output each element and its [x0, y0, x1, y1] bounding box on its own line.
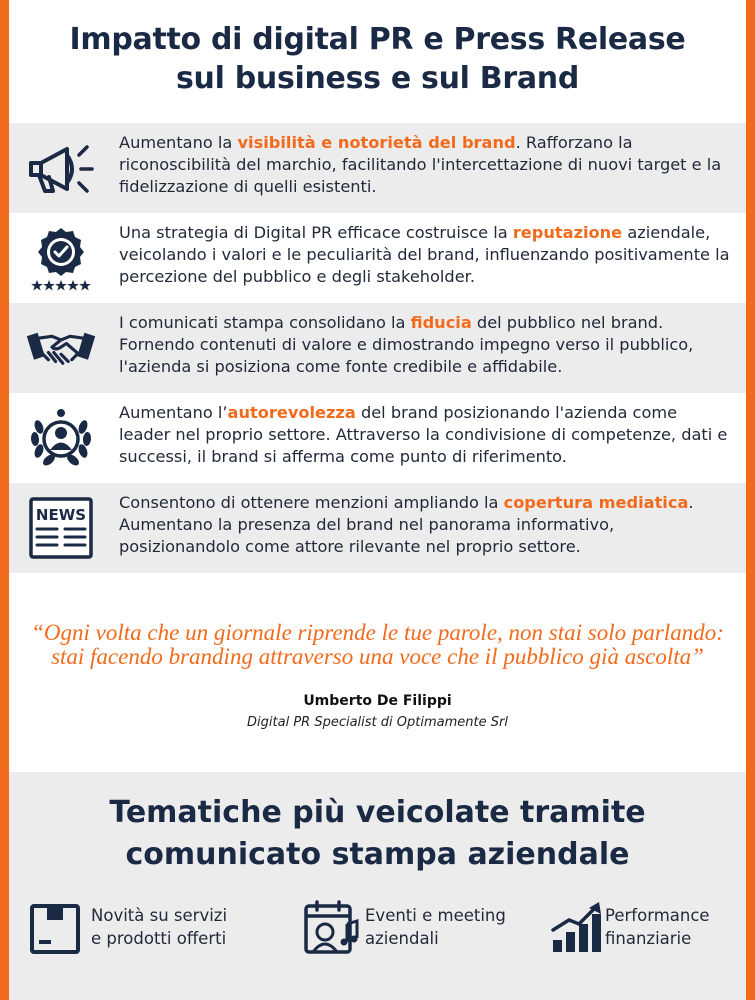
topic-label-line-2: finanziarie: [605, 929, 692, 948]
benefit-highlight: fiducia: [410, 313, 472, 332]
benefits-list: [9, 123, 746, 573]
topic-label: [605, 904, 755, 950]
benefit-text-intro: Aumentano la: [119, 133, 238, 152]
topics-section: [9, 772, 746, 1000]
topics-title: [9, 792, 746, 876]
page-title-line-1: Impatto di digital PR e Press Release: [69, 22, 686, 57]
calendar-person-icon: [303, 900, 359, 956]
benefit-highlight: visibilità e notorietà del brand: [237, 133, 516, 152]
box-icon: [29, 900, 85, 956]
newspaper-icon-label: NEWS: [35, 506, 87, 524]
benefit-text-intro: I comunicati stampa consolidano la: [119, 313, 411, 332]
topic-label-line-2: e prodotti offerti: [91, 929, 227, 948]
page-title-line-2: sul business e sul Brand: [175, 61, 580, 96]
benefit-row-trust: [9, 303, 746, 393]
topic-label-line-1: Eventi e meeting: [365, 906, 506, 925]
benefit-highlight: reputazione: [512, 223, 623, 242]
benefit-text: [119, 222, 732, 288]
benefit-row-visibility: [9, 123, 746, 213]
quote-author: Umberto De Filippi: [303, 693, 452, 709]
benefit-text-rest: aziendale, veicolando i valori e le peculiarità del brand, influenzando positivamente la percezione del pubblico e degli stakeholder.: [119, 223, 730, 286]
benefit-text-rest: del brand posizionando l'azienda come leader nel proprio settore. Attraverso la condivisione di competenze, dati e successi, il brand si afferma come punto di riferimento.: [119, 403, 728, 466]
laurel-person-icon: [25, 405, 97, 471]
benefit-highlight: copertura mediatica: [503, 493, 689, 512]
benefit-text-rest: . Aumentano la presenza del brand nel panorama informativo, posizionandolo come attore rilevante nel proprio settore.: [119, 493, 694, 556]
benefit-highlight: autorevolezza: [227, 403, 356, 422]
newspaper-icon: [25, 495, 97, 561]
benefit-text: [119, 132, 732, 198]
growth-chart-icon: [549, 900, 605, 956]
benefit-text-intro: Aumentano l’: [119, 403, 228, 422]
benefit-row-media-coverage: [9, 483, 746, 573]
page-title: [0, 20, 755, 98]
benefit-text-intro: Consentono di ottenere menzioni ampliando la: [119, 493, 504, 512]
benefit-text: [119, 312, 732, 378]
benefit-text-intro: Una strategia di Digital PR efficace costruisce la: [119, 223, 513, 242]
quote-author-role: Digital PR Specialist di Optimamente Srl: [247, 715, 508, 730]
testimonial-quote: “Ogni volta che un giornale riprende le tue parole, non stai solo parlando: stai facendo branding attraverso una voce che il pubblico già ascolta”: [31, 620, 724, 669]
topic-label-line-1: Performance: [605, 906, 710, 925]
handshake-icon: [25, 315, 97, 381]
benefit-text-rest: . Rafforzano la riconoscibilità del marchio, facilitando l'intercettazione di nuovi target e la fidelizzazione di quelli esistenti.: [119, 133, 722, 196]
badge-stars-icon: [25, 225, 97, 291]
benefit-text: [119, 492, 732, 558]
topics-title-line-2: comunicato stampa aziendale: [125, 837, 630, 872]
benefit-row-authority: [9, 393, 746, 483]
topic-label-line-2: aziendali: [365, 929, 439, 948]
topic-label: [365, 904, 515, 950]
megaphone-icon: [25, 135, 97, 201]
benefit-row-reputation: [9, 213, 746, 303]
topic-label: [91, 904, 241, 950]
benefit-text-rest: del pubblico nel brand. Fornendo contenuti di valore e dimostrando impegno verso il pubblico, l'azienda si posiziona come fonte credibile e affidabile.: [119, 313, 694, 376]
topics-title-line-1: Tematiche più veicolate tramite: [109, 795, 646, 830]
topic-label-line-1: Novità su servizi: [91, 906, 228, 925]
benefit-text: [119, 402, 732, 468]
